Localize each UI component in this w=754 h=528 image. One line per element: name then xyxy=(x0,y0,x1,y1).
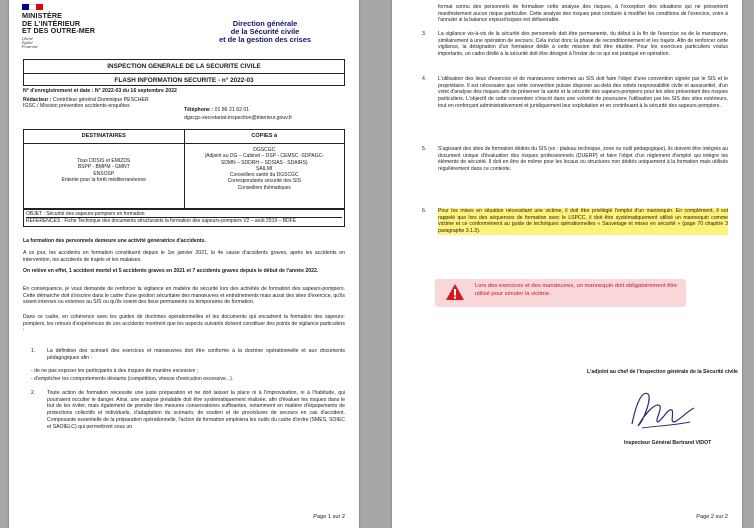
signatory-name: Inspecteur Général Bertrand VIDOT xyxy=(624,440,712,446)
paragraph-1: A ce jour, les accidents en formation constituent depuis le 1er janvier 2021, la 4e cause d'accidents graves, après les accidents en intervention, les accidents de trajets et les malaises. xyxy=(23,250,345,263)
signature-icon xyxy=(624,382,700,436)
marianne-flag-logo xyxy=(22,4,43,10)
direction-title: Direction générale de la Sécurité civile et de la gestion des crises xyxy=(218,19,311,45)
paragraph-2: On relève en effet, 1 accident mortel et 5 accidents graves en 2021 et 7 accidents graves depuis le début de l'année 2022. xyxy=(23,268,319,274)
recipients-table xyxy=(23,129,345,209)
list-item-1: La définition des scénarii des exercices et manœuvres doit être conforme à la doctrine opérationnelle et aux documents pédagogiques afin : xyxy=(47,348,345,361)
document-header-box xyxy=(23,59,345,86)
document-page-1: MINISTÈRE DE L'INTÉRIEUR ET DES OUTRE-MER Liberté Égalité Fraternité Direction générale de la Sécurité civile et de la gestion des crises INSPECTION GENERALE DE LA SECURITE CIVILE FLASH INFORMATION SECURITE - n° 2022-03 N° d'enregistrement et date : N° 2022-03 du 16 septembre 2022 Rédacteur : Contrôleur général Dominique PESCHER IGSC / Mission prévention accidents-enquêtes Téléphone : 01 86 21 62 01 dgscgc-secretariat-inspection@interieur.gouv.fr DESTINATAIRES Tous DDSIS et EMIZDS BSPP - BMPM - GMNT ENSOSP Entente pour la forêt méditerranéenne COPIES à DGSCGC (Adjoint au DG – Cabinet – DSP - CEMSC -SDPAGC- SDMN – SDDRH – SDSIAS - SDAIRS) SAILMI Conseillers santé du DGSCGC Correspondants sécurité des SIS Conseillers thématiques OBJET : Sécurité des sapeurs-pompiers en formation REFERENCES : Fiche Technique des documents structurants la formation des sapeurs-pompiers V2 – août 2019 – BDFE La formation des personnels demeure une activité génératrice d'accidents. A ce jour, les accidents en formation constituent depuis le 1er janvier 2021, la 4e cause d'accidents graves, après les accidents en intervention, les accidents de trajets et les malaises. On relève en effet, 1 accident mortel et 5 accidents graves en 2021 et 7 accidents graves depuis le début de l'année 2022. En conséquence, je vous demande de renforcer la vigilance en matière de sécurité lors des activités de formation des sapeurs-pompiers. Cette démarche doit s'inscrire dans le cadre d'une gestion sécuritaire des manœuvres et entraînements mais aussi des sites d'exercice, qu'ils soient internes ou externes au SIS ou qu'ils soient des lieux permanents ou temporaires de formation. Dans ce cadre, en cohérence avec les guides de doctrines opérationnelles et les documents qui encadrent la formation des sapeurs-pompiers, les retours d'expériences de ces accidents montrent que les aspects suivants doivent constituer des points de vigilance particuliers : 1. La définition des scénarii des exercices et manœuvres doit être conforme à la doctrine opérationnelle et aux documents pédagogiques afin : - de ne pas exposer les participants à des risques de manière excessive ; - d'empêcher les comportements déviants (compétition, vitesse d'exécution excessive...). 2. Toute action de formation nécessite une juste préparation et ne doit laisser la place ni à l'improvisation, ni à l'habitude, qui pourraient occulter le danger. Ainsi, une analyse préalable doit être systématiquement réalisée, afin d'évaluer les risques dans le but de les éviter, mais également de prendre des mesures conservatoires suffisantes, notamment en matière d'équipements de protections collectifs et individuels, d'adaptation du scénario, de soutien et de procédures de secours en cas d'accident. Composante essentielle de la préparation opérationnelle, l'action de formation emploiera les outils du cadre d'ordre (SMES, SOIEC et SAOIELC) qui permettront sous un Page 1 sur 2 xyxy=(9,0,359,528)
page-footer: Page 2 sur 2 xyxy=(696,514,728,520)
warning-callout xyxy=(435,279,686,307)
continuation-paragraph: format connu des personnels de formaliser cette analyse des risques, à l'exception des situations qui ne présentent manifestement aucun risque particulier. Cette analyse des risques peut conduire à modifier les conditions de l'exercice, voire à l'annuler si la balance enjeux/risques est défavorable. xyxy=(438,4,728,24)
subject-block xyxy=(23,209,345,227)
list-item-6-highlighted: Pour les mises en situation nécessitant une victime, il doit être privilégié l'emploi d'un mannequin. En complément, il est rappelé que lors des séquences de formation avec le LSPCC, il doit être systématiquement utilisé un mannequin comme victime et ce conformément au guide de techniques opérationnelles « Sauvetage et mises en sécurité » (page 70 chapitre 3 paragraphe 3.1.3). xyxy=(438,208,728,235)
paragraph-3: En conséquence, je vous demande de renforcer la vigilance en matière de sécurité lors des activités de formation des sapeurs-pompiers. Cette démarche doit s'inscrire dans le cadre d'une gestion sécuritaire des manœuvres et entraînements mais aussi des sites d'exercice, qu'ils soient internes ou externes au SIS ou qu'ils soient des lieux permanents ou temporaires de formation. xyxy=(23,286,345,306)
republic-motto: Liberté Égalité Fraternité xyxy=(22,37,38,50)
lead-paragraph: La formation des personnels demeure une activité génératrice d'accidents. xyxy=(23,238,206,244)
list-item-4: L'utilisation des lieux d'exercice et de manœuvres externes au SIS doit faire l'objet d'une convention signée par le SIS et le propriétaire. Il est nécessaire que cette convention puisse disposer au-delà des volets responsabilité civile et assurantiel, d'un volet d'analyse des risques afin de préserver la santé et la sécurité des sapeurs-pompiers pour les sites présentant des risques particuliers. L'objectif de cette convention s'inscrit dans une volonté de poursuivre l'utilisation par les SIS des sites extérieurs, tout en renforçant administrativement et juridiquement leur exploitation et en contribuant à la sécurité des sapeurs-pompiers. xyxy=(438,76,728,109)
list-item-3: La vigilance vis-à-vis de la sécurité des personnels doit être permanente, du début à la fin de l'exercice ou de la manœuvre, similairement à une opération de secours. Cela inclut donc la phase de reconditionnement et les trajets. Afin de renforcer cette vigilance, la désignation d'un formateur dédié à cette mission doit être étudiée. Pour les exercices particuliers voulus importants, un cadre dédié à la sécurité doit être désigné à l'instar de ce qui est pratiqué en opération. xyxy=(438,31,728,58)
references-line: REFERENCES : Fiche Technique des documents structurants la formation des sapeurs-pompiers V2 – août 2019 – BDFE xyxy=(26,218,297,225)
list-item-1-b: - d'empêcher les comportements déviants (compétition, vitesse d'exécution excessive...). xyxy=(31,376,234,382)
author-block: Rédacteur : Contrôleur général Dominique PESCHER IGSC / Mission prévention accidents-enquêtes xyxy=(23,97,149,110)
registration-line: N° d'enregistrement et date : N° 2022-03 du 16 septembre 2022 xyxy=(23,88,177,94)
subject-line: OBJET : Sécurité des sapeurs-pompiers en formation xyxy=(26,211,342,218)
list-item-5: S'agissant des sites de formation dédiés du SIS (ex : plateau technique, zone ou outil pédagogique), ils doivent être intégrés au document unique d'évaluation des risques professionnels (DUERP) et faire l'objet d'un règlement d'emploi qui intègre les éléments de sécurité. Il doit en être de même pour les locaux ou structures non dédiés uniquement à la formation mais utilisés régulièrement dans ce contexte. xyxy=(438,146,728,173)
signatory-title: L'adjoint au chef de l'inspection générale de la Sécurité civile xyxy=(587,369,738,375)
contact-email: dgscgc-secretariat-inspection@interieur.gouv.fr xyxy=(184,115,293,121)
contact-block: Téléphone : 01 86 21 62 01 dgscgc-secretariat-inspection@interieur.gouv.fr xyxy=(184,106,344,122)
warning-triangle-icon xyxy=(445,283,465,301)
recipients-column: DESTINATAIRES Tous DDSIS et EMIZDS BSPP - BMPM - GMNT ENSOSP Entente pour la forêt méditerranéenne xyxy=(24,130,184,208)
list-item-1-a: - de ne pas exposer les participants à des risques de manière excessive ; xyxy=(31,368,199,374)
warning-text: Lors des exercices et des manœuvres, un mannequin doit obligatoirement être utilisé pour simuler la victime. xyxy=(475,283,678,297)
header-title: INSPECTION GENERALE DE LA SECURITE CIVILE xyxy=(107,63,261,70)
copies-column: COPIES à DGSCGC (Adjoint au DG – Cabinet – DSP - CEMSC -SDPAGC- SDMN – SDDRH – SDSIAS - SDAIRS) SAILMI Conseillers santé du DGSCGC Correspondants sécurité des SIS Conseillers thématiques xyxy=(184,130,345,208)
paragraph-4: Dans ce cadre, en cohérence avec les guides de doctrines opérationnelles et les documents qui encadrent la formation des sapeurs-pompiers, les retours d'expériences de ces accidents montrent que les aspects suivants doivent constituer des points de vigilance particuliers : xyxy=(23,314,345,334)
list-item-2: Toute action de formation nécessite une juste préparation et ne doit laisser la place ni à l'improvisation, ni à l'habitude, qui pourraient occulter le danger. Ainsi, une analyse préalable doit être systématiquement réalisée, afin d'évaluer les risques dans le but de les éviter, mais également de prendre des mesures conservatoires suffisantes, notamment en matière d'équipements de protections collectifs et individuels, d'adaptation du scénario, de soutien et de procédures de secours en cas d'accident. Composante essentielle de la préparation opérationnelle, l'action de formation emploiera les outils du cadre d'ordre (SMES, SOIEC et SAOIELC) qui permettront sous un xyxy=(47,390,345,430)
page-footer: Page 1 sur 2 xyxy=(313,514,345,520)
document-page-2: format connu des personnels de formaliser cette analyse des risques, à l'exception des situations qui ne présentent manifestement aucun risque particulier. Cette analyse des risques peut conduire à modifier les conditions de l'exercice, voire à l'annuler si la balance enjeux/risques est défavorable. 3. La vigilance vis-à-vis de la sécurité des personnels doit être permanente, du début à la fin de l'exercice ou de la manœuvre, similairement à une opération de secours. Cela inclut donc la phase de reconditionnement et les trajets. Afin de renforcer cette vigilance, la désignation d'un formateur dédié à cette mission doit être étudiée. Pour les exercices particuliers voulus importants, un cadre dédié à la sécurité doit être désigné à l'instar de ce qui est pratiqué en opération. 4. L'utilisation des lieux d'exercice et de manœuvres externes au SIS doit faire l'objet d'une convention signée par le SIS et le propriétaire. Il est nécessaire que cette convention puisse disposer au-delà des volets responsabilité civile et assurantiel, d'un volet d'analyse des risques afin de préserver la santé et la sécurité des sapeurs-pompiers pour les sites présentant des risques particuliers. L'objectif de cette convention s'inscrit dans une volonté de poursuivre l'utilisation par les SIS des sites extérieurs, tout en renforçant administrativement et juridiquement leur exploitation et en contribuant à la sécurité des sapeurs-pompiers. 5. S'agissant des sites de formation dédiés du SIS (ex : plateau technique, zone ou outil pédagogique), ils doivent être intégrés au document unique d'évaluation des risques professionnels (DUERP) et faire l'objet d'un règlement d'emploi qui intègre les éléments de sécurité. Il doit en être de même pour les locaux ou structures non dédiés uniquement à la formation mais utilisés régulièrement dans ce contexte. 6. Pour les mises en situation nécessitant une victime, il doit être privilégié l'emploi d'un mannequin. En complément, il est rappelé que lors des séquences de formation avec le LSPCC, il doit être systématiquement utilisé un mannequin comme victime et ce conformément au guide de techniques opérationnelles « Sauvetage et mises en sécurité » (page 70 chapitre 3 paragraphe 3.1.3). Lors des exercices et des manœuvres, un mannequin doit obligatoirement être utilisé pour simuler la victime. L'adjoint au chef de l'inspection générale de la Sécurité civile Inspecteur Général Bertrand VIDOT Page 2 sur 2 xyxy=(392,0,742,528)
header-subtitle: FLASH INFORMATION SECURITE - n° 2022-03 xyxy=(24,73,344,87)
ministry-name: MINISTÈRE DE L'INTÉRIEUR ET DES OUTRE-MER xyxy=(22,11,96,36)
